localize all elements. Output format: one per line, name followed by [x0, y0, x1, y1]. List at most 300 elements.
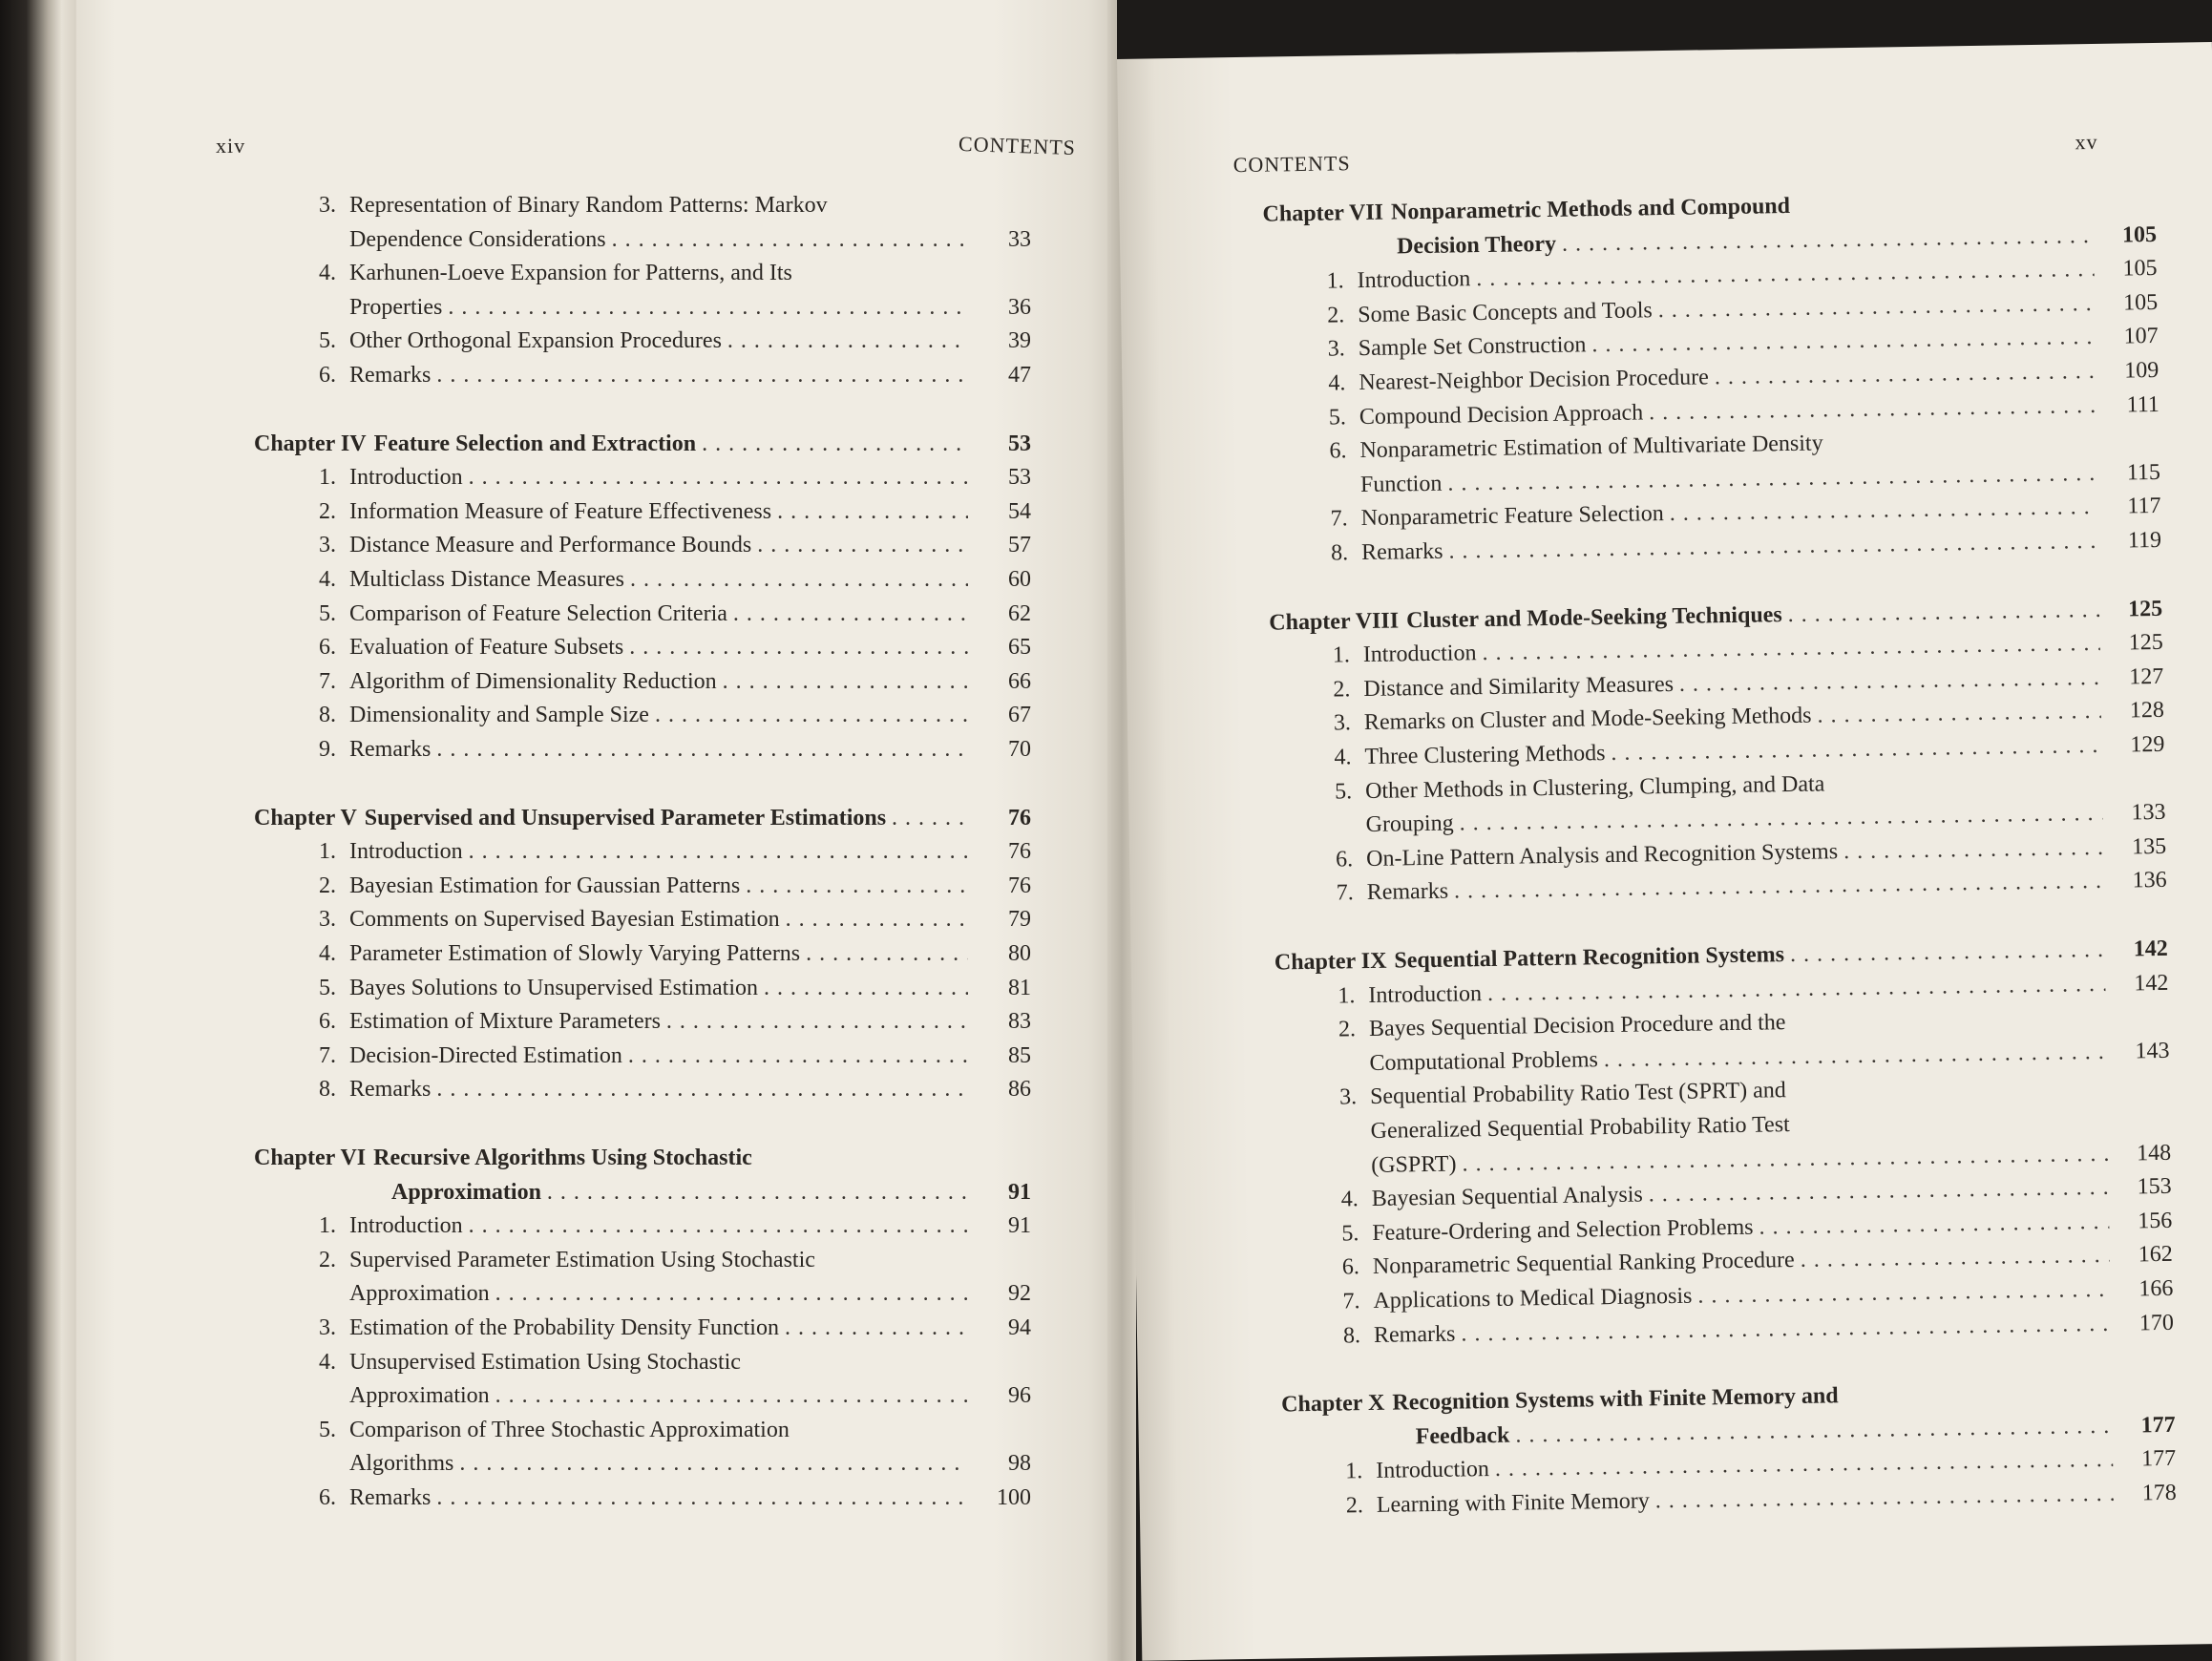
entry-number: 7.: [1342, 1289, 1360, 1314]
entry-page-number: 117: [2127, 494, 2161, 519]
leader-dots: [666, 1007, 968, 1036]
entry-number: 1.: [1338, 982, 1356, 1009]
leader-dots: [1611, 731, 2101, 767]
left-page-number: xiv: [216, 134, 246, 158]
toc-entry: [304, 326, 1031, 355]
leader-dots: [1787, 596, 2099, 629]
leader-dots: [495, 1279, 968, 1308]
entry-page-number: 96: [1008, 1383, 1031, 1409]
entry-number: 8.: [1330, 540, 1349, 566]
entry-page-number: 143: [2135, 1038, 2170, 1064]
entry-page-number: 119: [2127, 527, 2162, 554]
entry-page-number: 36: [1008, 294, 1031, 320]
leader-dots: [1495, 1445, 2114, 1483]
entry-title: Remarks: [349, 1485, 432, 1510]
leader-dots: [1447, 459, 2097, 498]
entry-page-number: 115: [2126, 459, 2161, 486]
entry-page-number: 129: [2130, 731, 2165, 758]
entry-title: (GSPRT): [1371, 1151, 1457, 1178]
entry-page-number: 105: [2121, 221, 2158, 248]
entry-page-number: 111: [2126, 391, 2160, 418]
entry-number: [1325, 1138, 1358, 1139]
entry-page-number: 105: [2122, 256, 2158, 282]
entry-number: 2.: [1327, 303, 1345, 328]
leader-dots: [733, 599, 968, 628]
toc-entry: [1415, 1411, 2175, 1451]
leader-dots: [655, 701, 968, 729]
entry-number: 5.: [319, 600, 336, 626]
entry-number: 2.: [319, 1247, 336, 1272]
entry-page-number: 80: [1008, 941, 1031, 966]
toc-entry: [304, 1041, 1031, 1070]
toc-entry: [304, 531, 1031, 559]
entry-number: [1315, 492, 1347, 493]
entry-title: Comparison of Three Stochastic Approximation: [349, 1417, 790, 1442]
entry-number: 4.: [319, 941, 336, 966]
leader-dots: [1461, 1309, 2111, 1348]
toc-entry: [304, 667, 1031, 696]
entry-page-number: 91: [1008, 1179, 1031, 1205]
leader-dots: [1670, 493, 2098, 528]
chapter-label: Chapter V: [254, 805, 357, 830]
entry-number: 4.: [1334, 745, 1352, 770]
toc-entry: [304, 1246, 1031, 1274]
entry-page-number: 76: [1008, 805, 1031, 830]
entry-title: Other Orthogonal Expansion Procedures: [349, 328, 722, 354]
entry-title: Evaluation of Feature Subsets: [349, 635, 624, 661]
entry-number: 1.: [1345, 1459, 1363, 1484]
entry-title: Introduction: [1376, 1457, 1490, 1484]
entry-number: 1.: [319, 465, 336, 491]
entry-page-number: 47: [1008, 363, 1031, 388]
entry-page-number: 65: [1008, 635, 1031, 661]
entry-title: Bayes Solutions to Unsupervised Estimation: [349, 975, 758, 1000]
entry-page-number: 66: [1008, 668, 1031, 694]
entry-title: Introduction: [1362, 641, 1477, 668]
toc-entry: [304, 1348, 1031, 1377]
entry-number: 3.: [1327, 336, 1346, 362]
entry-page-number: 142: [2133, 936, 2168, 962]
entry-title: Parameter Estimation of Slowly Varying Patterns: [349, 941, 801, 966]
entry-title: Comments on Supervised Bayesian Estimation: [349, 907, 780, 933]
entry-page-number: 81: [1008, 975, 1031, 1000]
book-page-edges: [0, 0, 88, 1661]
entry-page-number: 125: [2128, 630, 2163, 656]
entry-number: 4.: [1340, 1187, 1359, 1212]
entry-number: 1.: [319, 1213, 336, 1239]
entry-title: Distance and Similarity Measures: [1363, 671, 1675, 702]
entry-title: Remarks: [1366, 879, 1449, 906]
leader-dots: [1715, 357, 2096, 391]
entry-title: Remarks: [349, 737, 432, 762]
leader-dots: [469, 463, 968, 492]
leader-dots: [892, 804, 968, 832]
entry-title: Some Basic Concepts and Tools: [1358, 298, 1653, 327]
toc-entry: [391, 1178, 1031, 1207]
entry-title: Nonparametric Feature Selection: [1360, 501, 1664, 532]
entry-number: 3.: [319, 907, 336, 933]
toc-entry: [304, 837, 1031, 866]
entry-page-number: 76: [1008, 839, 1031, 865]
leader-dots: [628, 1041, 968, 1070]
entry-number: 4.: [319, 1349, 336, 1375]
entry-page-number: 54: [1008, 498, 1031, 524]
chapter-label: Chapter VII: [1262, 200, 1384, 227]
entry-number: 6.: [319, 1485, 336, 1510]
entry-page-number: 142: [2134, 970, 2169, 996]
leader-dots: [702, 430, 968, 458]
entry-number: 7.: [319, 1042, 336, 1068]
entry-number: 4.: [319, 261, 336, 286]
entry-title: Dimensionality and Sample Size: [349, 703, 649, 728]
entry-title: Grouping: [1365, 810, 1454, 838]
entry-number: 6.: [319, 635, 336, 661]
entry-number: [1320, 831, 1353, 832]
chapter-label: Chapter X: [1280, 1390, 1385, 1418]
leader-dots: [630, 565, 968, 594]
toc-entry: [304, 1075, 1031, 1104]
leader-dots: [1697, 1275, 2110, 1311]
entry-number: [1324, 1070, 1357, 1071]
entry-number: 4.: [319, 567, 336, 592]
entry-title: Remarks: [349, 363, 432, 388]
entry-page-number: 107: [2123, 324, 2159, 349]
entry-number: 2.: [1345, 1493, 1364, 1519]
toc-entry: [304, 974, 1031, 1002]
entry-number: 3.: [319, 533, 336, 558]
toc-entry: [304, 1381, 1031, 1410]
entry-number: 2.: [319, 873, 336, 898]
leader-dots: [1759, 1208, 2109, 1242]
entry-page-number: 136: [2132, 868, 2167, 894]
entry-title: Multiclass Distance Measures: [349, 567, 624, 592]
toc-entry: [304, 361, 1031, 389]
entry-page-number: 100: [997, 1485, 1031, 1510]
toc-entry: [304, 633, 1031, 662]
entry-title: Supervised Parameter Estimation Using Stochastic: [349, 1247, 815, 1272]
leader-dots: [1482, 629, 2100, 667]
entry-page-number: 109: [2124, 357, 2159, 384]
entry-page-number: 153: [2137, 1173, 2172, 1200]
toc-entry: [1331, 1479, 2177, 1521]
leader-dots: [1462, 1139, 2108, 1178]
entry-number: 5.: [319, 975, 336, 1000]
entry-title: Bayesian Sequential Analysis: [1371, 1182, 1643, 1212]
entry-number: 1.: [1326, 268, 1344, 294]
toc-entry: [304, 701, 1031, 729]
entry-title: Remarks: [1360, 538, 1443, 566]
leader-dots: [1515, 1412, 2113, 1450]
entry-number: 6.: [1329, 438, 1347, 464]
entry-title: Representation of Binary Random Patterns: Markov: [349, 193, 828, 218]
leader-dots: [436, 1483, 968, 1512]
entry-title: Dependence Considerations: [349, 226, 606, 252]
toc-entry: [304, 259, 1031, 287]
entry-title: Three Clustering Methods: [1364, 741, 1606, 770]
toc-entry: [304, 905, 1031, 934]
entry-page-number: 135: [2131, 833, 2167, 860]
entry-number: 8.: [1342, 1322, 1361, 1349]
toc-entry: [304, 735, 1031, 764]
leader-dots: [786, 905, 968, 934]
leader-dots: [757, 531, 968, 559]
entry-page-number: 148: [2136, 1140, 2172, 1166]
leader-dots: [746, 872, 968, 900]
entry-number: 3.: [319, 1315, 336, 1340]
toc-entry: [1397, 221, 2157, 261]
entry-title: On-Line Pattern Analysis and Recognition Systems: [1365, 839, 1839, 872]
entry-number: 1.: [319, 839, 336, 865]
entry-title: Nonparametric Sequential Ranking Procedure: [1372, 1248, 1795, 1280]
entry-number: 2.: [319, 498, 336, 524]
entry-title: Decision Theory: [1396, 231, 1557, 260]
entry-title: Information Measure of Feature Effectiveness: [349, 498, 772, 524]
toc-entry: [304, 1279, 1031, 1308]
toc-entry: [304, 1007, 1031, 1036]
entry-page-number: 57: [1008, 533, 1031, 558]
leader-dots: [785, 1314, 968, 1342]
leader-dots: [1655, 1480, 2114, 1516]
toc-entry: [304, 565, 1031, 594]
entry-title: Estimation of Mixture Parameters: [349, 1009, 661, 1035]
toc-entry: [304, 293, 1031, 322]
entry-title: Bayesian Estimation for Gaussian Patterns: [349, 873, 741, 898]
entry-title: Approximation: [391, 1179, 541, 1205]
leader-dots: [1487, 969, 2106, 1007]
entry-number: 9.: [319, 737, 336, 762]
toc-entry: [304, 463, 1031, 492]
entry-title: Decision-Directed Estimation: [349, 1042, 622, 1068]
chapter-label: Chapter IX: [1274, 948, 1387, 976]
entry-title: Remarks: [1373, 1321, 1456, 1348]
right-page: [1117, 42, 2212, 1661]
entry-page-number: 92: [1008, 1281, 1031, 1307]
leader-dots: [806, 939, 968, 968]
leader-dots: [1604, 1038, 2107, 1074]
entry-number: 5.: [319, 1417, 336, 1442]
entry-title: Nearest-Neighbor Decision Procedure: [1359, 365, 1710, 396]
entry-title: Introduction: [349, 465, 463, 491]
entry-title: Algorithm of Dimensionality Reduction: [349, 668, 717, 694]
leader-dots: [612, 225, 968, 254]
entry-title: Comparison of Feature Selection Criteria: [349, 600, 727, 626]
entry-number: 6.: [319, 363, 336, 388]
entry-page-number: 67: [1008, 703, 1031, 728]
entry-page-number: 177: [2140, 1446, 2177, 1472]
entry-title: Properties: [349, 294, 443, 320]
leader-dots: [436, 361, 968, 389]
left-running-head: CONTENTS: [958, 131, 1077, 160]
entry-page-number: 91: [1008, 1213, 1031, 1239]
entry-number: 3.: [1333, 710, 1352, 736]
entry-page-number: 166: [2138, 1275, 2174, 1302]
entry-number: 2.: [1338, 1017, 1357, 1042]
leader-dots: [777, 497, 968, 526]
entry-title: Feature Selection and Extraction: [373, 431, 697, 456]
entry-title: Unsupervised Estimation Using Stochastic: [349, 1349, 741, 1375]
entry-title: Karhunen-Loeve Expansion for Patterns, and Its: [349, 261, 792, 286]
entry-page-number: 127: [2129, 663, 2164, 690]
entry-page-number: 70: [1008, 737, 1031, 762]
leader-dots: [436, 1075, 968, 1104]
entry-title: Sample Set Construction: [1358, 332, 1587, 362]
leader-dots: [495, 1381, 968, 1410]
chapter-label: Chapter VIII: [1269, 608, 1400, 636]
entry-title: Sequential Probability Ratio Test (SPRT) and: [1369, 1078, 1787, 1110]
entry-title: Distance Measure and Performance Bounds: [349, 533, 752, 558]
entry-page-number: 105: [2122, 289, 2159, 316]
entry-page-number: 79: [1008, 907, 1031, 933]
leader-dots: [1817, 697, 2101, 730]
entry-number: 7.: [319, 668, 336, 694]
leader-dots: [547, 1178, 968, 1207]
toc-entry: [304, 1211, 1031, 1240]
entry-title: Nonparametric Methods and Compound: [1390, 193, 1791, 225]
leader-dots: [723, 667, 968, 696]
entry-page-number: 156: [2138, 1208, 2173, 1234]
leader-dots: [1800, 1241, 2110, 1274]
toc-chapter-entry: [254, 430, 1031, 458]
entry-page-number: 76: [1008, 873, 1031, 898]
toc-entry: [304, 939, 1031, 968]
entry-page-number: 178: [2141, 1480, 2177, 1506]
leader-dots: [459, 1449, 968, 1478]
entry-number: 6.: [319, 1009, 336, 1035]
entry-title: Algorithms: [349, 1451, 454, 1477]
entry-page-number: 60: [1008, 567, 1031, 592]
entry-title: Introduction: [349, 839, 463, 865]
leader-dots: [1657, 289, 2095, 325]
toc-entry: [1321, 866, 2167, 908]
toc-entry: [1316, 526, 2161, 568]
entry-page-number: 94: [1008, 1315, 1031, 1340]
leader-dots: [448, 293, 968, 322]
entry-title: Applications to Medical Diagnosis: [1373, 1283, 1693, 1314]
entry-number: [1325, 1172, 1358, 1173]
leader-dots: [1476, 255, 2095, 293]
entry-number: 3.: [319, 193, 336, 218]
entry-page-number: 39: [1008, 328, 1031, 354]
entry-title: Function: [1359, 471, 1443, 497]
entry-number: 2.: [1333, 677, 1351, 703]
leader-dots: [727, 326, 968, 355]
entry-number: 7.: [1330, 506, 1348, 532]
leader-dots: [1790, 936, 2105, 969]
entry-title: Introduction: [1368, 980, 1483, 1008]
leader-dots: [469, 837, 968, 866]
leader-dots: [1591, 323, 2096, 359]
entry-page-number: 98: [1008, 1451, 1031, 1477]
entry-number: 1.: [1332, 642, 1351, 668]
entry-page-number: 62: [1008, 600, 1031, 626]
entry-title: Bayes Sequential Decision Procedure and the: [1368, 1010, 1786, 1042]
leader-dots: [1562, 221, 2095, 259]
entry-title: Estimation of the Probability Density Function: [349, 1315, 779, 1340]
leader-dots: [436, 735, 968, 764]
entry-title: Remarks on Cluster and Mode-Seeking Methods: [1363, 704, 1812, 736]
entry-page-number: 53: [1008, 465, 1031, 491]
leader-dots: [1448, 527, 2098, 566]
entry-title: Learning with Finite Memory: [1376, 1488, 1650, 1518]
entry-number: 6.: [1341, 1254, 1360, 1280]
leader-dots: [629, 633, 968, 662]
entry-title: Feedback: [1415, 1422, 1510, 1450]
entry-number: 7.: [1336, 880, 1354, 906]
entry-title: Approximation: [349, 1383, 490, 1409]
entry-page-number: 170: [2138, 1310, 2175, 1335]
entry-title: Other Methods in Clustering, Clumping, and Data: [1364, 771, 1825, 804]
entry-title: Sequential Pattern Recognition Systems: [1394, 942, 1785, 974]
leader-dots: [764, 974, 968, 1002]
entry-title: Feature-Ordering and Selection Problems: [1372, 1214, 1754, 1246]
leader-dots: [1648, 1173, 2108, 1209]
entry-number: 5.: [1328, 404, 1347, 431]
toc-entry: [304, 191, 1031, 220]
entry-page-number: 85: [1008, 1042, 1031, 1068]
leader-dots: [1454, 867, 2104, 906]
toc-entry: [304, 1449, 1031, 1478]
right-running-head: CONTENTS: [1232, 151, 1351, 178]
entry-title: Supervised and Unsupervised Parameter Estimations: [364, 805, 887, 830]
entry-page-number: 33: [1008, 226, 1031, 252]
entry-page-number: 133: [2131, 800, 2166, 826]
entry-page-number: 125: [2127, 596, 2163, 622]
entry-page-number: 162: [2138, 1242, 2174, 1268]
entry-number: 5.: [1341, 1220, 1359, 1247]
entry-title: Recognition Systems with Finite Memory and: [1392, 1383, 1839, 1416]
entry-number: 8.: [319, 1077, 336, 1103]
entry-title: Introduction: [349, 1213, 463, 1239]
entry-number: 5.: [1334, 778, 1353, 805]
left-page: [76, 0, 1122, 1661]
toc-entry: [304, 872, 1031, 900]
entry-title: Recursive Algorithms Using Stochastic: [373, 1146, 752, 1170]
leader-dots: [1459, 799, 2102, 838]
entry-page-number: 86: [1008, 1077, 1031, 1103]
entry-title: Nonparametric Estimation of Multivariate Density: [1359, 431, 1823, 464]
entry-page-number: 83: [1008, 1009, 1031, 1035]
leader-dots: [1679, 663, 2101, 699]
toc-entry: [1328, 1308, 2174, 1350]
toc-entry: [304, 497, 1031, 526]
entry-page-number: 177: [2140, 1412, 2176, 1439]
toc-chapter-entry: [254, 804, 1031, 832]
entry-page-number: 128: [2129, 698, 2165, 724]
toc-chapter-entry: [254, 1144, 1031, 1172]
toc-entry: [304, 1483, 1031, 1512]
toc-entry: [304, 225, 1031, 254]
toc-entry: [304, 1314, 1031, 1342]
entry-title: Approximation: [349, 1281, 490, 1307]
entry-page-number: 53: [1008, 431, 1031, 456]
chapter-label: Chapter IV: [254, 431, 367, 456]
entry-number: 8.: [319, 703, 336, 728]
chapter-label: Chapter VI: [254, 1146, 367, 1170]
right-page-number: xv: [2075, 129, 2098, 155]
leader-dots: [1843, 833, 2103, 866]
entry-title: Cluster and Mode-Seeking Techniques: [1405, 601, 1782, 633]
entry-title: Introduction: [1357, 266, 1471, 294]
toc-entry: [304, 599, 1031, 628]
entry-title: Compound Decision Approach: [1359, 399, 1644, 430]
leader-dots: [469, 1211, 968, 1240]
entry-number: 4.: [1328, 370, 1346, 396]
entry-title: Generalized Sequential Probability Ratio Test: [1370, 1112, 1790, 1144]
leader-dots: [1649, 391, 2096, 427]
entry-number: 6.: [1335, 847, 1354, 873]
entry-title: Computational Problems: [1369, 1047, 1599, 1076]
entry-title: Remarks: [349, 1077, 432, 1103]
